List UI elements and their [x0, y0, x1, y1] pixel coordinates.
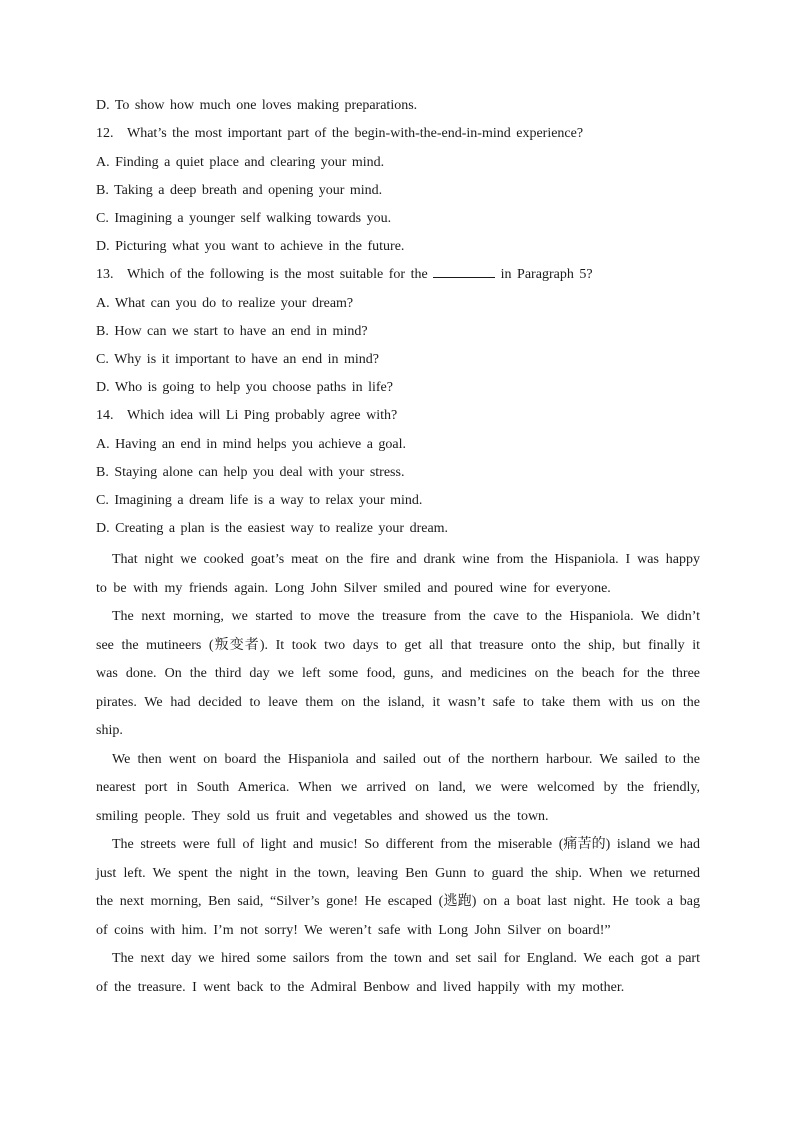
- question-text-tail: in Paragraph 5?: [500, 267, 593, 282]
- question-text: Which of the following is the most suitable for the: [127, 267, 428, 282]
- passage-paragraph: The streets were full of light and music! So different from the miserable (痛苦的) island we had just left. We spent the night in the town, leaving Ben Gunn to guard the ship. When we returned the next morning, Ben said, “Silver’s gone! He escaped (逃跑) on a boat last night. He took a bag of coins with him. I’m not sorry! We weren’t safe with Long John Silver on board!”: [96, 837, 700, 938]
- q13-option-d: D. Who is going to help you choose paths in life?: [96, 380, 393, 395]
- fill-in-blank: [433, 265, 495, 278]
- q12-option-a: A. Finding a quiet place and clearing your mind.: [96, 155, 385, 170]
- question-text: What’s the most important part of the begin-with-the-end-in-mind experience?: [127, 126, 584, 141]
- question-text: Which idea will Li Ping probably agree with?: [127, 408, 398, 423]
- q14-option-c: C. Imagining a dream life is a way to relax your mind.: [96, 493, 423, 508]
- question-number: 14.: [96, 408, 114, 423]
- q14-option-d: D. Creating a plan is the easiest way to realize your dream.: [96, 521, 449, 536]
- q13-option-b: B. How can we start to have an end in mind?: [96, 324, 368, 339]
- passage-paragraph: The next morning, we started to move the treasure from the cave to the Hispaniola. We didn’t see the mutineers (叛变者). It took two days to get all that treasure onto the ship, but finally it was done. On the third day we left some food, guns, and medicines on the beach for the three pirates. We had decided to leave them on the island, it wasn’t safe to take them with us on the ship.: [96, 609, 700, 738]
- document-page: [96, 95, 700, 1002]
- question-14: [96, 405, 700, 434]
- q13-option-a: A. What can you do to realize your dream?: [96, 296, 354, 311]
- q14-option-b: B. Staying alone can help you deal with your stress.: [96, 465, 405, 480]
- question-number: 12.: [96, 126, 114, 141]
- question-12: [96, 123, 700, 152]
- passage-paragraph: That night we cooked goat’s meat on the fire and drank wine from the Hispaniola. I was happy to be with my friends again. Long John Silver smiled and poured wine for everyone.: [96, 552, 700, 596]
- question-13: [96, 264, 700, 293]
- q12-option-d: D. Picturing what you want to achieve in the future.: [96, 239, 405, 254]
- passage-paragraph: The next day we hired some sailors from the town and set sail for England. We each got a part of the treasure. I went back to the Admiral Benbow and lived happily with my mother.: [96, 951, 700, 995]
- q14-option-a: A. Having an end in mind helps you achieve a goal.: [96, 437, 407, 452]
- q12-option-c: C. Imagining a younger self walking towards you.: [96, 211, 392, 226]
- passage-paragraph: We then went on board the Hispaniola and sailed out of the northern harbour. We sailed to the nearest port in South America. When we arrived on land, we were welcomed by the friendly, smiling people. They sold us fruit and vegetables and showed us the town.: [96, 751, 700, 824]
- q13-option-c: C. Why is it important to have an end in mind?: [96, 352, 379, 367]
- question-number: 13.: [96, 267, 114, 282]
- q12-option-b: B. Taking a deep breath and opening your mind.: [96, 183, 383, 198]
- q11-option-d: D. To show how much one loves making preparations.: [96, 98, 418, 113]
